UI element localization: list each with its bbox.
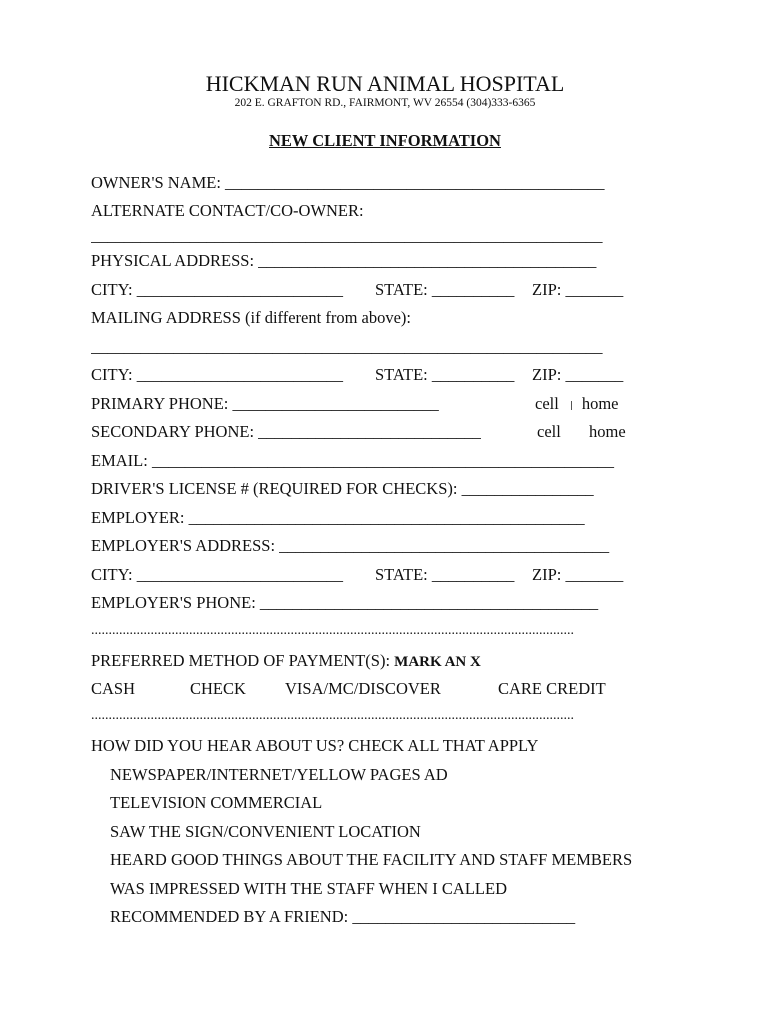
referral-option-friend[interactable]: RECOMMENDED BY A FRIEND: ___________________________ — [110, 907, 576, 926]
dotted-separator: .......................................................................................................................................... — [91, 624, 574, 638]
secondary-home-option[interactable]: home — [589, 422, 626, 441]
referral-option[interactable]: NEWSPAPER/INTERNET/YELLOW PAGES AD — [110, 765, 448, 784]
city-field-2[interactable]: CITY: _________________________ — [91, 365, 343, 384]
city-field-1[interactable]: CITY: _________________________ — [91, 280, 343, 299]
state-field-3[interactable]: STATE: __________ — [375, 565, 515, 584]
referral-option[interactable]: SAW THE SIGN/CONVENIENT LOCATION — [110, 822, 421, 841]
payment-option-card[interactable]: VISA/MC/DISCOVER — [285, 679, 441, 698]
state-field-1[interactable]: STATE: __________ — [375, 280, 515, 299]
alternate-contact-label: ALTERNATE CONTACT/CO-OWNER: — [91, 201, 364, 220]
hospital-name: HICKMAN RUN ANIMAL HOSPITAL — [205, 71, 565, 96]
mailing-address-label: MAILING ADDRESS (if different from above): — [91, 308, 412, 327]
state-field-2[interactable]: STATE: __________ — [375, 365, 515, 384]
referral-option[interactable]: WAS IMPRESSED WITH THE STAFF WHEN I CALLED — [110, 879, 507, 898]
primary-cell-option[interactable]: cell — [535, 394, 559, 413]
payment-option-check[interactable]: CHECK — [190, 679, 246, 698]
secondary-cell-option[interactable]: cell — [537, 422, 561, 441]
city-field-3[interactable]: CITY: _________________________ — [91, 565, 343, 584]
divider — [571, 401, 572, 410]
employer-phone-field[interactable]: EMPLOYER'S PHONE: _________________________________________ — [91, 593, 599, 612]
physical-address-field[interactable]: PHYSICAL ADDRESS: _________________________________________ — [91, 251, 597, 270]
referral-option[interactable]: TELEVISION COMMERCIAL — [110, 793, 323, 812]
owners-name-field[interactable]: OWNER'S NAME: ______________________________________________ — [91, 173, 605, 192]
employer-address-field[interactable]: EMPLOYER'S ADDRESS: ________________________________________ — [91, 536, 610, 555]
primary-phone-type — [535, 394, 619, 414]
payment-option-care-credit[interactable]: CARE CREDIT — [498, 679, 606, 698]
drivers-license-field[interactable]: DRIVER'S LICENSE # (REQUIRED FOR CHECKS): ________________ — [91, 479, 594, 498]
hospital-address: 202 E. GRAFTON RD., FAIRMONT, WV 26554 (304)333-6365 — [234, 97, 536, 109]
referral-question: HOW DID YOU HEAR ABOUT US? CHECK ALL THAT APPLY — [91, 736, 539, 755]
referral-option[interactable]: HEARD GOOD THINGS ABOUT THE FACILITY AND STAFF MEMBERS — [110, 850, 633, 869]
secondary-phone-field[interactable]: SECONDARY PHONE: ___________________________ — [91, 422, 481, 441]
form-title: NEW CLIENT INFORMATION — [269, 131, 501, 150]
payment-method — [91, 651, 481, 672]
zip-field-2[interactable]: ZIP: _______ — [532, 365, 624, 384]
payment-instruction: MARK AN X — [394, 654, 481, 670]
payment-option-cash[interactable]: CASH — [91, 679, 136, 698]
mailing-address-field[interactable]: ______________________________________________________________ — [91, 337, 603, 356]
zip-field-3[interactable]: ZIP: _______ — [532, 565, 624, 584]
alternate-contact-field[interactable]: ______________________________________________________________ — [91, 226, 603, 245]
zip-field-1[interactable]: ZIP: _______ — [532, 280, 624, 299]
dotted-separator: .......................................................................................................................................... — [91, 709, 574, 723]
primary-phone-field[interactable]: PRIMARY PHONE: _________________________ — [91, 394, 439, 413]
employer-field[interactable]: EMPLOYER: ________________________________________________ — [91, 508, 585, 527]
primary-home-option[interactable]: home — [581, 394, 619, 413]
payment-method-label: PREFERRED METHOD OF PAYMENT(S): — [91, 651, 391, 670]
email-field[interactable]: EMAIL: ________________________________________________________ — [91, 451, 614, 470]
